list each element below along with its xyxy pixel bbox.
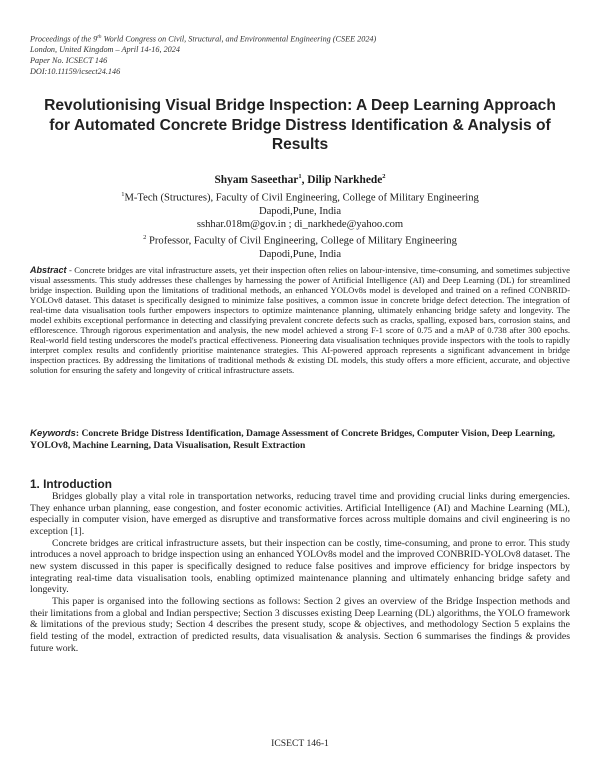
proceedings-header (30, 32, 570, 77)
header-paper-number: Paper No. ICSECT 146 (30, 55, 108, 65)
paragraph: Bridges globally play a vital role in transportation networks, reducing travel time and providing crucial links during emergencies. They enhance urban planning, ease congestion, and foster economic activities. Artificial Intelligence (AI) and Machine Learning (ML), especially in computer vision, have emerged as disruptive and transformative forces across multiple domains and civil engineering is no exception [1]. (30, 491, 570, 537)
header-location: London, United Kingdom – April 14-16, 2024 (30, 45, 180, 55)
author-emails: sshhar.018m@gov.in ; di_narkhede@yahoo.com (196, 218, 404, 230)
header-doi: DOI:10.11159/icsect24.146 (30, 66, 121, 76)
author-names: Shyam Saseethar$^1$, Dilip Narkhede$^2$ (214, 173, 386, 186)
affiliation-2-city: Dapodi,Pune, India (258, 248, 342, 260)
affiliation-1: $^1$M-Tech (Structures), Faculty of Civil Engineering, College of Military Engineering (121, 191, 479, 204)
section-heading-introduction: 1. Introduction (30, 477, 112, 491)
introduction-body (30, 491, 570, 654)
affiliation-2: $^2$ Professor, Faculty of Civil Engineering, College of Military Engineering (143, 234, 457, 247)
paper-title: Revolutionising Visual Bridge Inspection: A Deep Learning Approach for Automated Concrete Bridge Distress Identification & Analysis of Results (44, 97, 556, 154)
header-conference: Proceedings of the 9th World Congress on Civil, Structural, and Environmental Engineering (CSEE 2024) (30, 34, 377, 44)
keywords-text: : Concrete Bridge Distress Identification, Damage Assessment of Concrete Bridges, Computer Vision, Deep Learning, YOLOv8, Machine Learning, Data Visualisation, Result Extraction (30, 428, 556, 452)
affiliation-1-city: Dapodi,Pune, India (258, 205, 342, 217)
paragraph: This paper is organised into the following sections as follows: Section 2 gives an overview of the Bridge Inspection methods and their limitations from a global and Indian perspective; Section 3 discusses existing Deep Learning (DL) algorithms, the YOLO framework & limitations of the previous study; Section 4 describes the present study, scope & objectives, and methodology Section 5 explains the field testing of the model, extraction of predicted results, data visualisation & analysis. Section 6 summarises the findings & provides future work. (30, 595, 570, 654)
author-block (30, 170, 570, 261)
abstract-label: Abstract (30, 265, 67, 275)
paragraph: Concrete bridges are critical infrastructure assets, but their inspection can be costly, time-consuming, and prone to error. This study introduces a novel approach to bridge inspection using an enhanced YOLOv8s model and the improved CONBRID-YOLOv8 dataset. The new system discussed in this paper is specifically designed to reduce false positives and improve efficiency for bridge inspectors by integrating real-time data visualisation tools, enabling optimized maintenance planning and ultimately enhancing bridge safety and longevity. (30, 537, 570, 596)
keywords-label: Keywords (30, 428, 76, 439)
page-footer: ICSECT 146-1 (271, 738, 329, 749)
keywords (30, 428, 570, 453)
abstract-text: - Concrete bridges are vital infrastructure assets, yet their inspection often relies on labour-intensive, time-consuming, and sometimes subjective visual assessments. This study addresses these challenges by harnessing the power of Artificial Intelligence (AI) and Deep Learning (DL) for streamlined bridge inspection. Building upon the limitations of traditional methods, an enhanced YOLOv8s model is developed and trained on a refined CONBRID-YOLOv8 dataset. This dataset is specifically designed to minimize false positives, a common issue in concrete bridge defect detection. The integration of real-time data visualisation tools further empowers inspectors to optimize maintenance planning, ultimately enhancing bridge safety and longevity. The model exhibits exceptional performance in detecting and classifying prevalent concrete defects such as cracks, spalling, exposed bars, corrosion stains, and efflorescence. Through rigorous experimentation and analysis, the new model achieved a strong F-1 score of 0.75 and a mAP of 0.738 after 300 epochs. Real-world field testing underscores the model's practical effectiveness. Pioneering data visualisation techniques provide inspectors with the tools to rapidly interpret complex results and confidently prioritise maintenance strategies. This AI-powered approach represents a significant advancement in bridge inspection practices. By addressing the limitations of traditional methods & existing DL models, this study offers a more efficient, accurate, and objective solution for ensuring the safety and longevity of critical infrastructure assets. (30, 265, 570, 376)
abstract (30, 265, 570, 376)
